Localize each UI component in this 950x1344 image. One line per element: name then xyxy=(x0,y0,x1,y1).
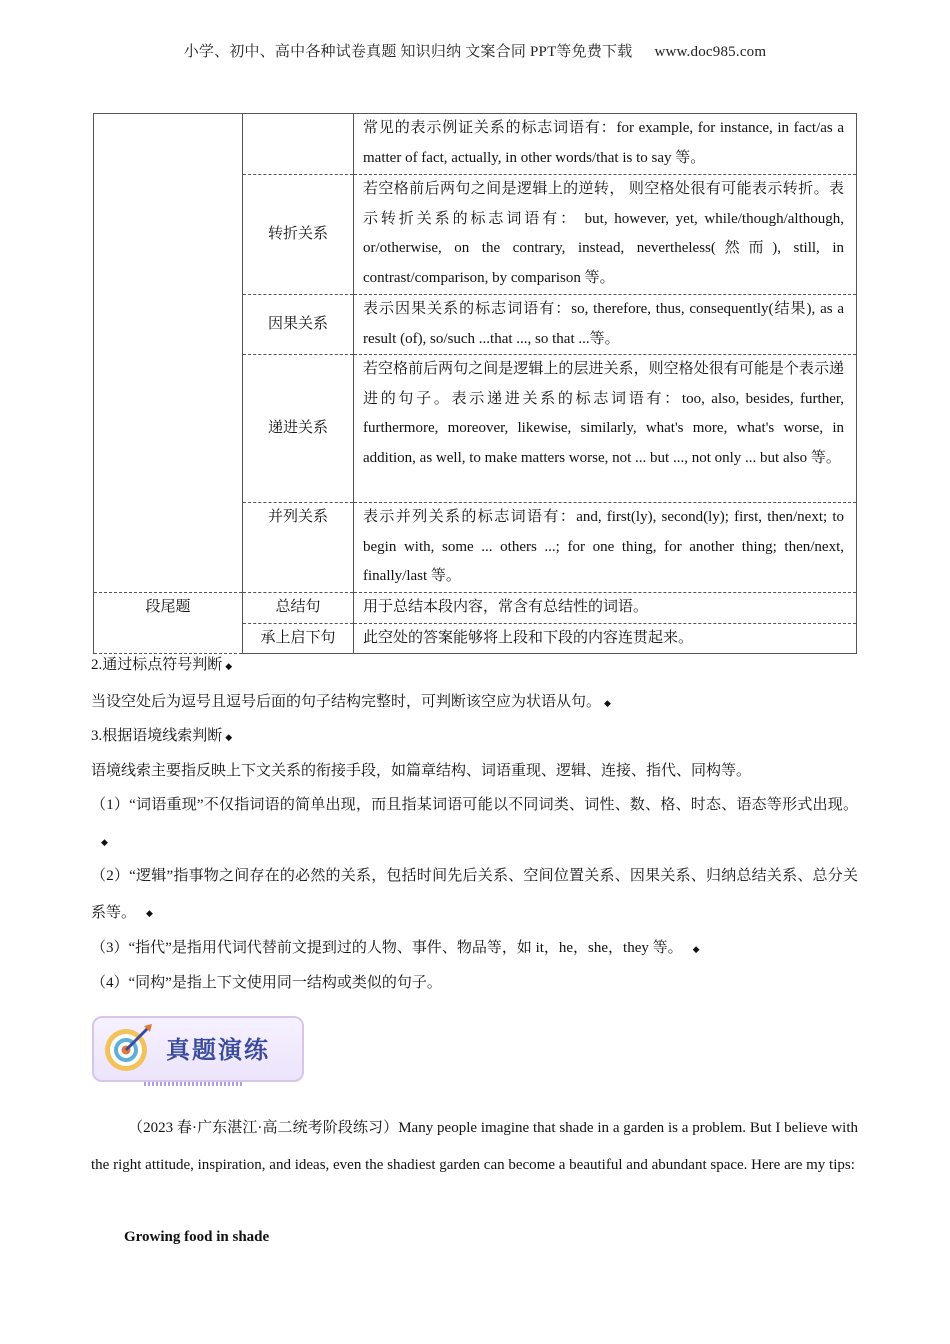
section3-item2: （2）“逻辑”指事物之间存在的必然的关系，包括时间先后关系、空间位置关系、因果关系、归纳总结关系、总分关系等。 ◆ xyxy=(91,868,858,921)
section3-item4: （4）“同构”是指上下文使用同一结构或类似的句子。 xyxy=(91,975,442,991)
diamond-icon: ◆ xyxy=(146,908,153,919)
passage-paragraph xyxy=(91,1110,858,1184)
practice-banner xyxy=(92,1016,304,1086)
header-site-link[interactable]: www.doc985.com xyxy=(654,44,767,60)
content-cell-transition: 此空处的答案能够将上段和下段的内容连贯起来。 xyxy=(354,623,857,654)
page-header xyxy=(0,40,950,61)
header-tagline: 小学、初中、高中各种试卷真题 知识归纳 文案合同 PPT等免费下载 xyxy=(183,44,633,60)
diamond-icon: ◆ xyxy=(692,943,700,954)
section3-item3: （3）“指代”是指用代词代替前文提到过的人物、事件、物品等，如 it，he，she，they 等。 ◆ xyxy=(91,940,700,956)
group-cell-paragraph-end: 段尾题 xyxy=(94,592,243,653)
section2-heading: 2.通过标点符号判断 ◆ xyxy=(91,657,233,673)
content-cell-parallel: 表示并列关系的标志词语有：and, first(ly), second(ly); first, then/next; to begin with, some ... others ...; for one thing, for another thing; then/next, finally/last 等。 xyxy=(354,503,857,593)
diamond-icon: ◆ xyxy=(225,660,233,671)
section3-item1: （1）“词语重现”不仅指词语的简单出现，而且指某词语可能以不同词类、词性、数、格、时态、语态等形式出现。◆ xyxy=(91,797,858,848)
content-cell-cause: 表示因果关系的标志词语有：so, therefore, thus, consequently(结果), as a result (of), so/such ...that ..., so that ...等。 xyxy=(354,295,857,355)
type-cell-progressive: 递进关系 xyxy=(243,355,354,503)
passage-subheading: Growing food in shade xyxy=(124,1229,270,1245)
clue-table xyxy=(93,113,857,654)
content-cell-summary: 用于总结本段内容，常含有总结性的词语。 xyxy=(354,592,857,623)
target-arrow-icon xyxy=(102,1022,158,1074)
type-cell-summary: 总结句 xyxy=(243,592,354,623)
content-cell-example: 常见的表示例证关系的标志词语有：for example, for instance, in fact/as a matter of fact, actually, in other words/that is to say 等。 xyxy=(354,114,857,175)
type-cell-parallel: 并列关系 xyxy=(243,503,354,593)
content-cell-progressive: 若空格前后两句之间是逻辑上的层进关系，则空格处很有可能是个表示递进的句子。表示递进关系的标志词语有：too, also, besides, further, furthermore, moreover, likewise, similarly, what's more, what's worse, in addition, as well, to make matters worse, not ... but ..., not only ... but also 等。 xyxy=(354,355,857,503)
section3-intro: 语境线索主要指反映上下文关系的衔接手段，如篇章结构、词语重现、逻辑、连接、指代、同构等。 xyxy=(91,763,752,779)
diamond-icon: ◆ xyxy=(225,731,233,742)
content-cell-contrast: 若空格前后两句之间是逻辑上的逆转， 则空格处很有可能表示转折。表示转折关系的标志词语有： but, however, yet, while/though/although, or/otherwise, on the contrary, instead, nevertheless(然而), still, in contrast/comparison, by comparison 等。 xyxy=(354,175,857,295)
banner-title: 真题演练 xyxy=(166,1036,270,1064)
section2-text: 当设空处后为逗号且逗号后面的句子结构完整时，可判断该空应为状语从句。 ◆ xyxy=(91,694,611,710)
type-cell-cause: 因果关系 xyxy=(243,295,354,355)
passage-source: （2023 春·广东湛江·高二统考阶段练习） xyxy=(128,1120,399,1136)
type-cell-contrast: 转折关系 xyxy=(243,175,354,295)
banner-dots xyxy=(144,1082,244,1086)
section3-heading: 3.根据语境线索判断 ◆ xyxy=(91,728,233,744)
passage-text: Many people imagine that shade in a garden is a problem. But I believe with the right attitude, inspiration, and ideas, even the shadiest garden can become a beautiful and abundant space. Here are my tips: xyxy=(91,1120,858,1173)
diamond-icon: ◆ xyxy=(604,697,611,708)
group-cell-empty xyxy=(94,114,243,593)
diamond-icon: ◆ xyxy=(101,837,108,848)
type-cell-example xyxy=(243,114,354,175)
type-cell-transition: 承上启下句 xyxy=(243,623,354,654)
